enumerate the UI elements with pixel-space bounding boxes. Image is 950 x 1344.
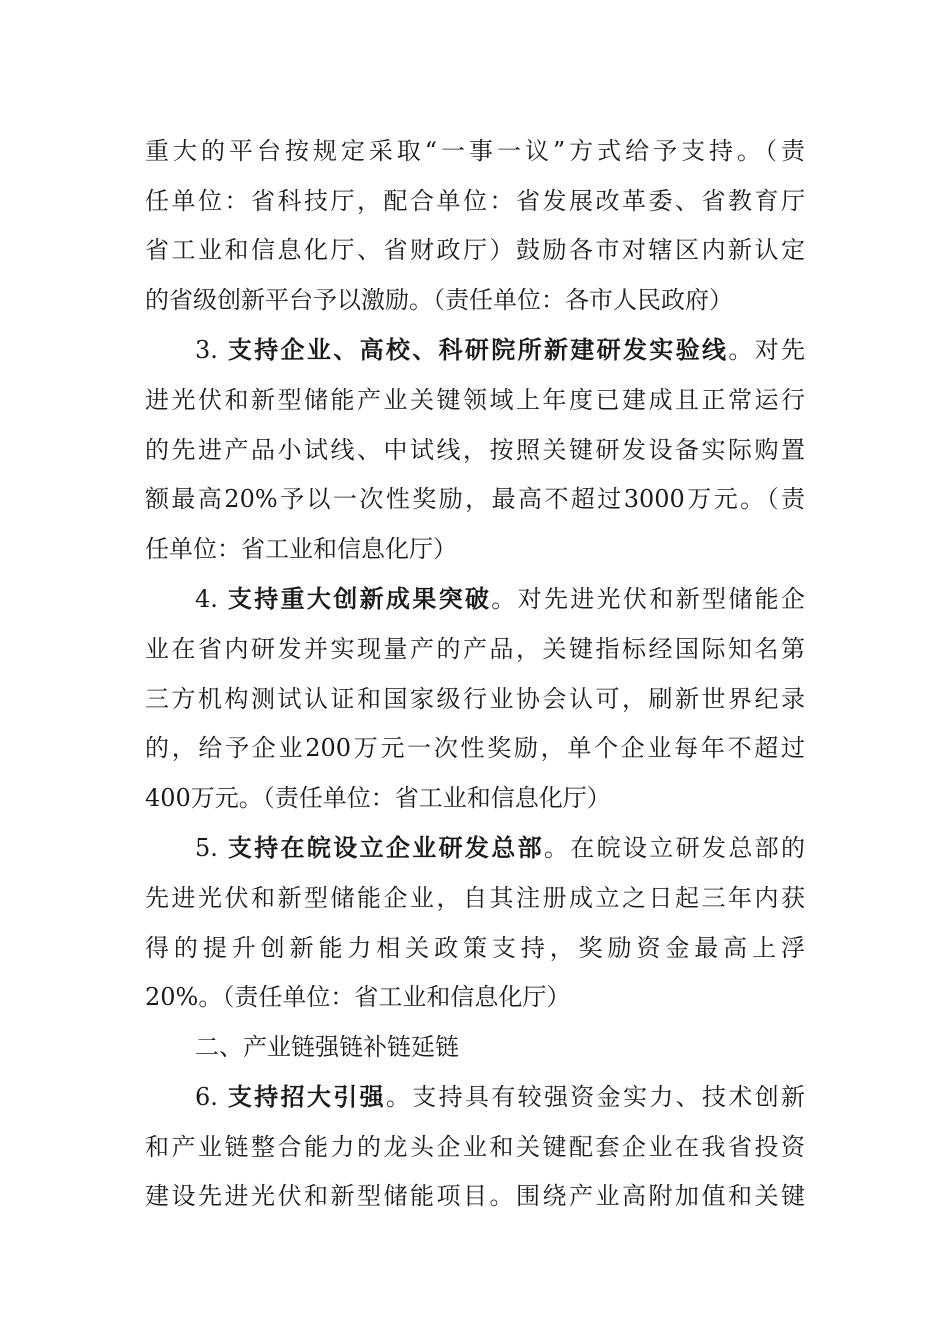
item-number: 4.	[195, 585, 228, 613]
item-5-heading-line	[195, 831, 805, 865]
body-text-line: 进光伏和新型储能产业关键领域上年度已建成且正常运行	[145, 386, 805, 414]
body-text-line: 400万元。（责任单位：省工业和信息化厅）	[145, 784, 611, 812]
body-text-line: 的，给予企业200万元一次性奖励，单个企业每年不超过	[145, 734, 805, 762]
body-text-line: 得的提升创新能力相关政策支持，奖励资金最高上浮	[145, 934, 805, 962]
body-text-line: 业在省内研发并实现量产的产品，关键指标经国际知名第	[145, 635, 805, 663]
item-title: 支持在皖设立企业研发总部	[227, 833, 544, 862]
body-text-line: 重大的平台按规定采取“一事一议”方式给予支持。（责	[145, 137, 805, 165]
item-number: 6.	[195, 1083, 228, 1111]
section-heading: 二、产业链强链补链延链	[195, 1033, 459, 1061]
item-number: 5.	[195, 834, 228, 862]
body-text-line: 20%。（责任单位：省工业和信息化厅）	[145, 983, 571, 1011]
body-text-line: 建设先进光伏和新型储能项目。围绕产业高附加值和关键	[145, 1182, 805, 1210]
item-number: 3.	[195, 336, 228, 364]
item-text: 。在皖设立研发总部的	[543, 834, 805, 862]
item-text: 。对先	[728, 336, 805, 364]
body-text-line: 任单位：省工业和信息化厅）	[145, 535, 457, 563]
body-text-line: 额最高20%予以一次性奖励，最高不超过3000万元。（责	[145, 485, 805, 513]
body-text-line: 任单位：省科技厅，配合单位：省发展改革委、省教育厅	[145, 187, 805, 215]
body-text-line: 省工业和信息化厅、省财政厅）鼓励各市对辖区内新认定	[145, 236, 805, 264]
item-6-heading-line	[195, 1080, 805, 1114]
item-3-heading-line	[195, 333, 805, 367]
body-text-line: 先进光伏和新型储能企业，自其注册成立之日起三年内获	[145, 884, 805, 912]
body-text-line: 的省级创新平台予以激励。（责任单位：各市人民政府）	[145, 286, 733, 314]
item-title: 支持重大创新成果突破	[227, 584, 492, 613]
item-title: 支持企业、高校、科研院所新建研发实验线	[227, 335, 729, 364]
item-4-heading-line	[195, 582, 805, 616]
body-text-line: 的先进产品小试线、中试线，按照关键研发设备实际购置	[145, 436, 805, 464]
body-text-line: 三方机构测试认证和国家级行业协会认可，刷新世界纪录	[145, 685, 805, 713]
body-text-line: 和产业链整合能力的龙头企业和关键配套企业在我省投资	[145, 1133, 805, 1161]
item-title: 支持招大引强	[227, 1082, 386, 1111]
item-text: 。支持具有较强资金实力、技术创新	[385, 1083, 805, 1111]
item-text: 。对先进光伏和新型储能企	[491, 585, 805, 613]
